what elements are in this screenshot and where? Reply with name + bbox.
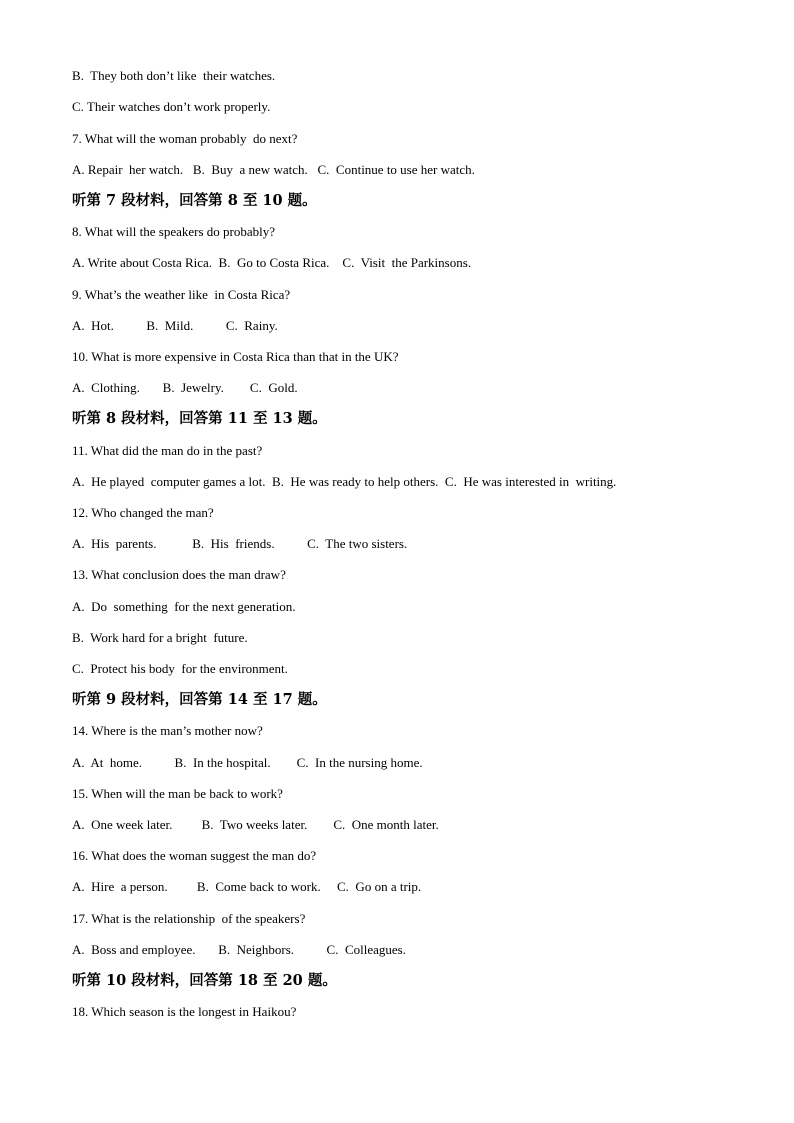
question-line: 7. What will the woman probably do next?	[72, 131, 298, 146]
option-line: A. Hire a person. B. Come back to work. C. Go on a trip.	[72, 879, 422, 894]
option-line: B. Work hard for a bright future.	[72, 630, 248, 645]
question-line: 15. When will the man be back to work?	[72, 786, 283, 801]
section-heading: 听第 9 段材料，回答第 14 至 17 题。	[72, 691, 327, 708]
option-line: B. They both don’t like their watches.	[72, 68, 276, 83]
question-line: 9. What’s the weather like in Costa Rica?	[72, 287, 291, 302]
section-heading: 听第 10 段材料，回答第 18 至 20 题。	[72, 972, 337, 989]
question-line: 14. Where is the man’s mother now?	[72, 723, 263, 738]
question-line: 17. What is the relationship of the speakers?	[72, 911, 306, 926]
question-line: 18. Which season is the longest in Haikou?	[72, 1004, 297, 1019]
option-line: C. Their watches don’t work properly.	[72, 99, 271, 114]
option-line: A. Do something for the next generation.	[72, 599, 296, 614]
option-line: C. Protect his body for the environment.	[72, 661, 288, 676]
question-line: 11. What did the man do in the past?	[72, 443, 263, 458]
question-line: 8. What will the speakers do probably?	[72, 224, 276, 239]
question-line: 16. What does the woman suggest the man do?	[72, 848, 317, 863]
option-line: A. His parents. B. His friends. C. The two sisters.	[72, 536, 408, 551]
option-line: A. Clothing. B. Jewelry. C. Gold.	[72, 380, 298, 395]
option-line: A. Write about Costa Rica. B. Go to Costa Rica. C. Visit the Parkinsons.	[72, 255, 472, 270]
option-line: A. Hot. B. Mild. C. Rainy.	[72, 318, 278, 333]
question-line: 13. What conclusion does the man draw?	[72, 567, 286, 582]
option-line: A. At home. B. In the hospital. C. In the nursing home.	[72, 755, 423, 770]
option-line: A. Boss and employee. B. Neighbors. C. Colleagues.	[72, 942, 406, 957]
option-line: A. Repair her watch. B. Buy a new watch. C. Continue to use her watch.	[72, 162, 475, 177]
question-line: 12. Who changed the man?	[72, 505, 214, 520]
section-heading: 听第 7 段材料，回答第 8 至 10 题。	[72, 192, 317, 209]
option-line: A. He played computer games a lot. B. He was ready to help others. C. He was interested in writing.	[72, 474, 617, 489]
option-line: A. One week later. B. Two weeks later. C. One month later.	[72, 817, 439, 832]
question-line: 10. What is more expensive in Costa Rica than that in the UK?	[72, 349, 399, 364]
section-heading: 听第 8 段材料，回答第 11 至 13 题。	[72, 410, 327, 427]
